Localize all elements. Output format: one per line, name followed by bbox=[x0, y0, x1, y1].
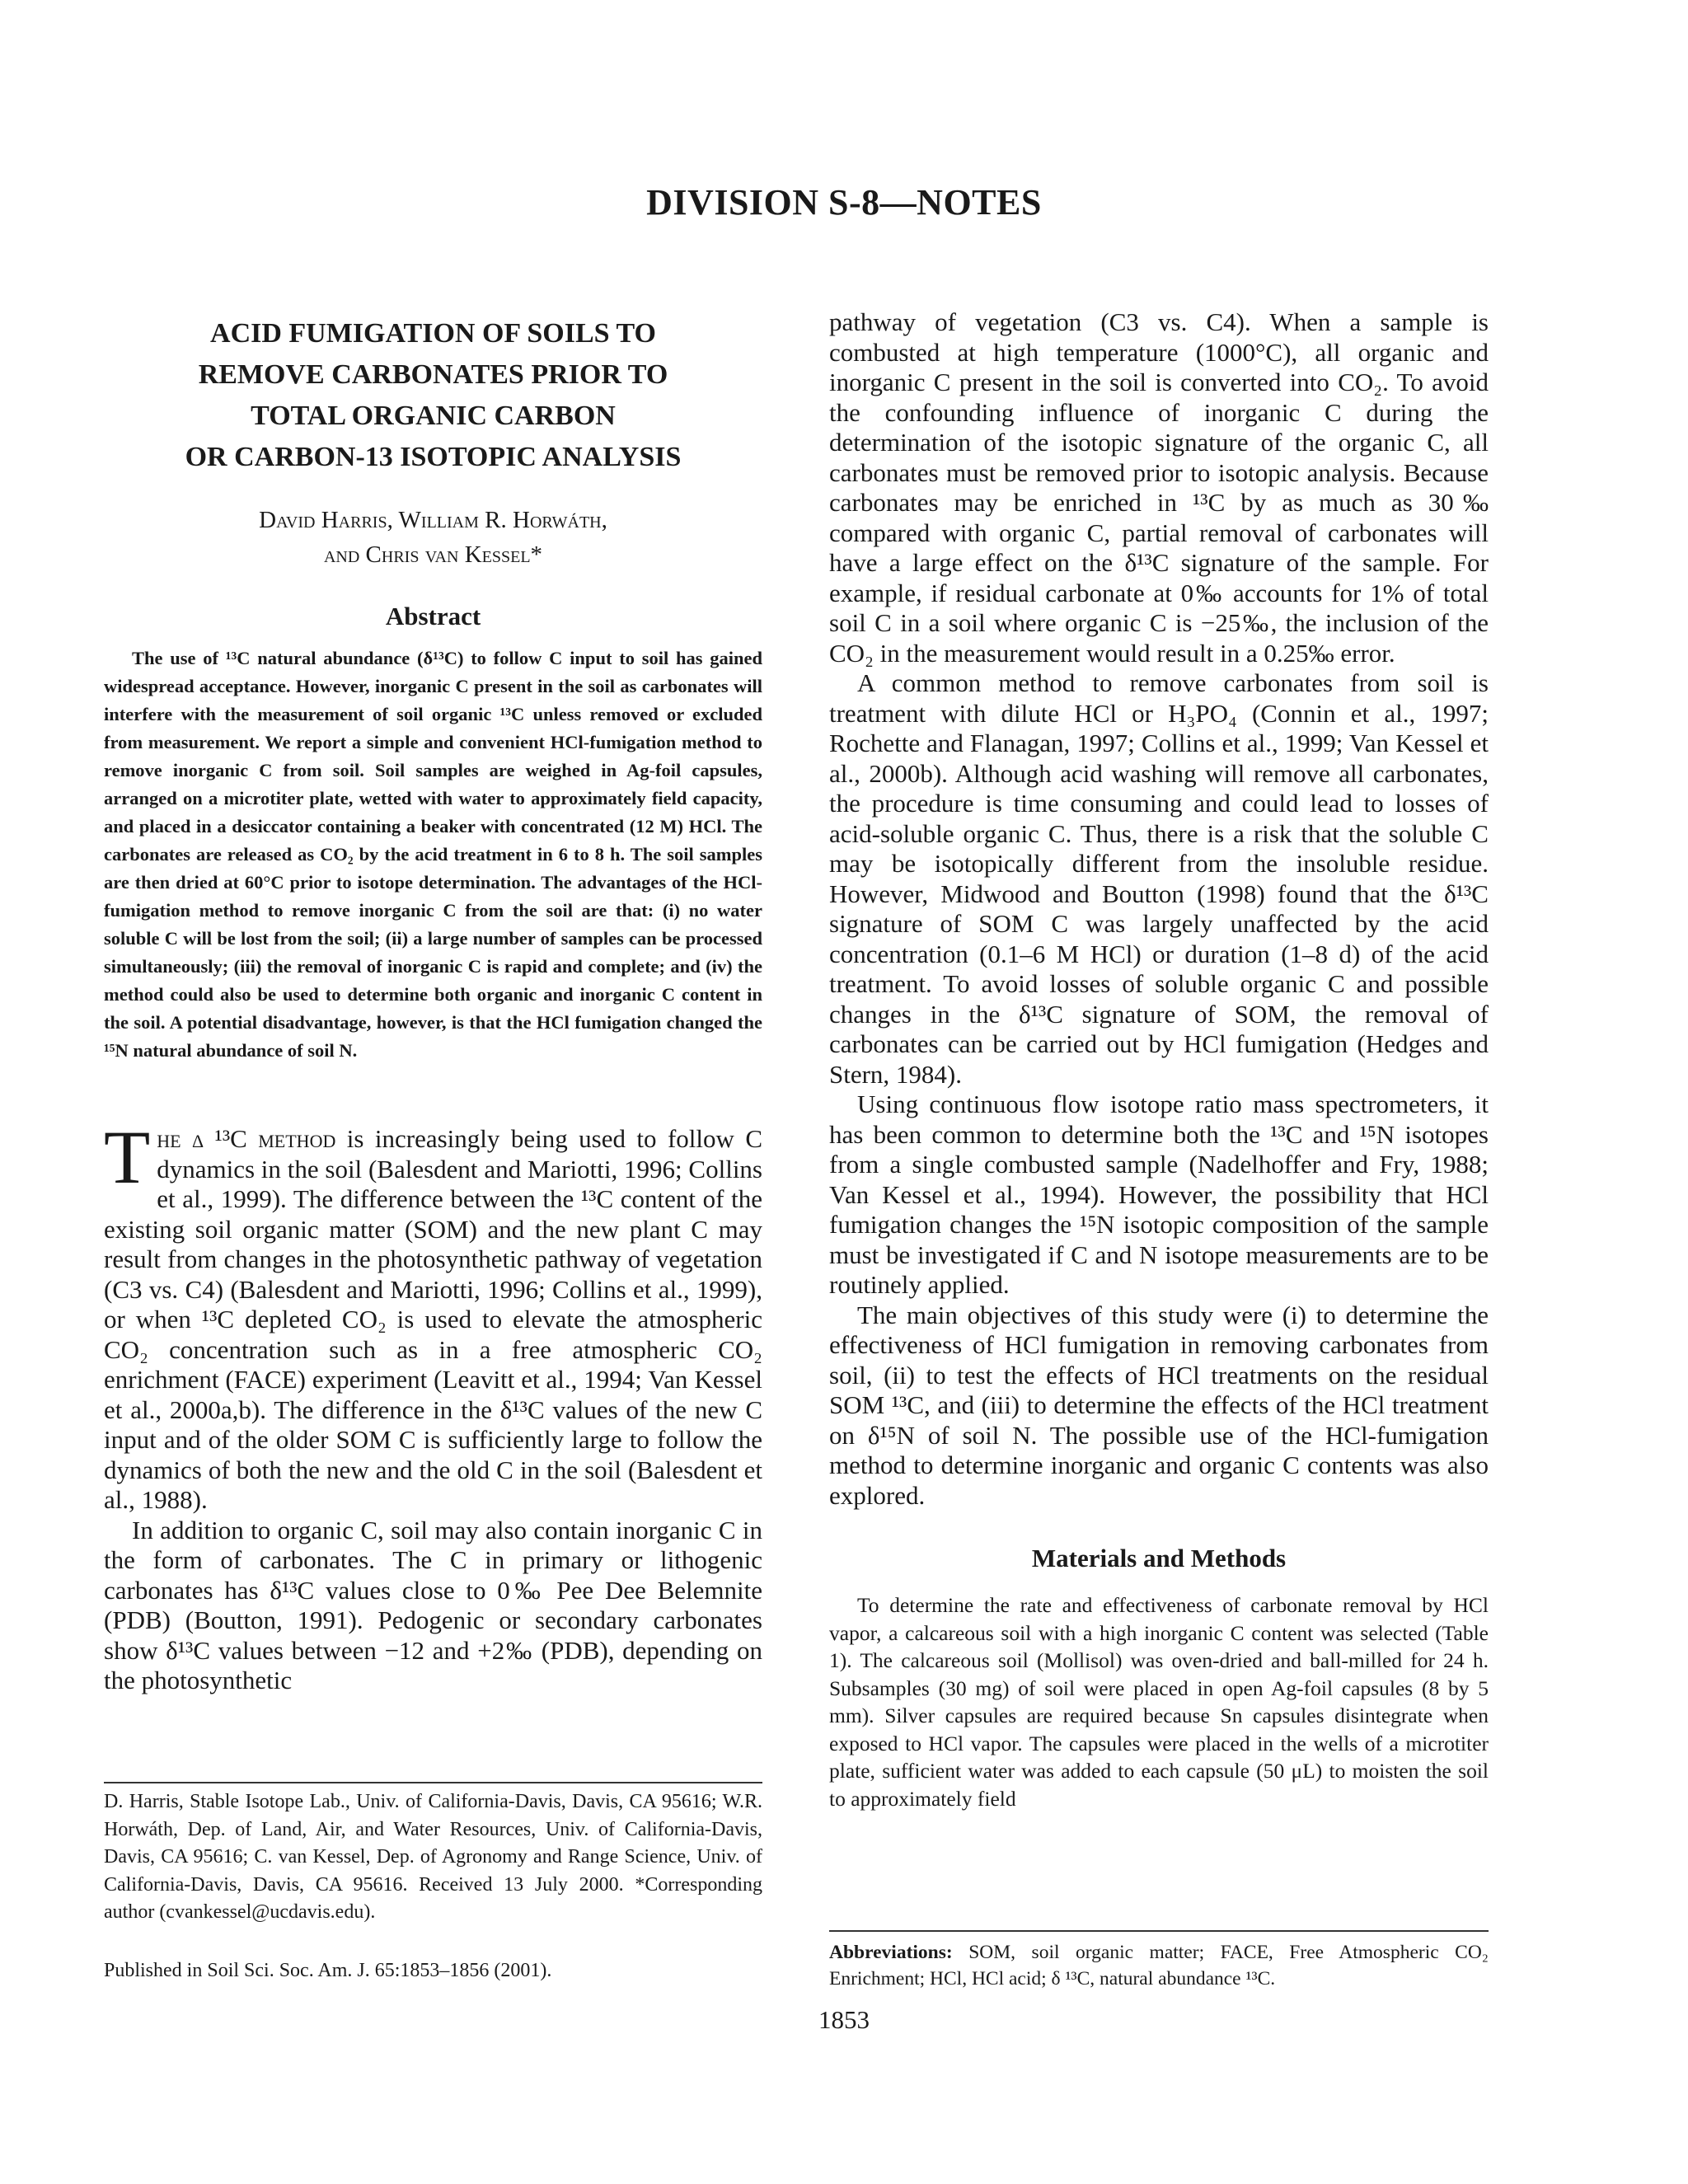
footnote-rule bbox=[829, 1930, 1489, 1932]
page-number: 1853 bbox=[818, 2005, 870, 2034]
right-column bbox=[829, 307, 1489, 1812]
article-title bbox=[104, 313, 762, 478]
abstract-heading: Abstract bbox=[385, 602, 481, 630]
authors-line: David Harris, William R. Horwáth, bbox=[259, 507, 607, 533]
title-line: TOTAL ORGANIC CARBON bbox=[251, 401, 616, 431]
abstract-text: The use of ¹³C natural abundance (δ¹³C) to follow C input to soil has gained widespread acceptance. However, inorganic C present in the soil as carbonates will interfere with the measurement of soil organic ¹³C unless removed or excluded from measurement. We report a simple and convenient HCl-fumigation method to remove inorganic C from soil. Soil samples are weighed in Ag-foil capsules, arranged on a microtiter plate, wetted with water to approximately field capacity, and placed in a desiccator containing a beaker with concentrated (12 M) HCl. The carbonates are released as CO₂ by the acid treatment in 6 to 8 h. The soil samples are then dried at 60°C prior to isotope determination. The advantages of the HCl-fumigation method to remove inorganic C from the soil are that: (i) no water soluble C will be lost from the soil; (ii) a large number of samples can be processed simultaneously; (iii) the removal of inorganic C is rapid and complete; and (iv) the method could also be used to determine both organic and inorganic C content in the soil. A potential disadvantage, however, is that the HCl fumigation changed the ¹⁵N natural abundance of soil N. bbox=[104, 648, 762, 1061]
left-column bbox=[104, 313, 762, 1696]
body-paragraph: The main objectives of this study were (i) to determine the effectiveness of HCl fumigation in removing carbonates from soil, (ii) to test the effects of HCl treatments on the residual SOM ¹³C, and (iii) to determine the effects of the HCl treatment on δ¹⁵N of soil N. The possible use of the HCl-fumigation method to determine inorganic and organic C contents was also explored. bbox=[829, 1300, 1489, 1510]
methods-paragraph: To determine the rate and effectiveness of carbonate removal by HCl vapor, a calcareous soil with a high inorganic C content was selected (Table 1). The calcareous soil (Mollisol) was oven-dried and ball-milled for 24 h. Subsamples (30 mg) of soil were placed in open Ag-foil capsules (8 by 5 mm). Silver capsules are required because Sn capsules disintegrate when exposed to HCl vapor. The capsules were placed in the wells of a microtiter plate, sufficient water was added to each capsule (50 μL) to moisten the soil to approximately field bbox=[829, 1593, 1489, 1811]
intro-lead: he δ ¹³C method bbox=[157, 1124, 336, 1153]
intro-paragraph bbox=[104, 1115, 763, 1516]
authors-line: and Chris van Kessel* bbox=[323, 541, 543, 568]
body-paragraph: In addition to organic C, soil may also contain inorganic C in the form of carbonates. The C in primary or lithogenic carbonates has δ¹³C values close to 0‰ Pee Dee Belemnite (PDB) (Boutton, 1991). Pedogenic or secondary carbonates show δ¹³C values between −12 and +2‰ (PDB), depending on the photosynthetic bbox=[104, 1515, 762, 1694]
drop-cap: T bbox=[104, 1115, 151, 1199]
body-paragraph: Using continuous flow isotope ratio mass spectrometers, it has been common to determine both the ¹³C and ¹⁵N isotopes from a single combusted sample (Nadelhoffer and Fry, 1988; Van Kessel et al., 1994). However, the possibility that HCl fumigation changes the ¹⁵N isotopic composition of the sample must be investigated if C and N isotope measurements are to be routinely applied. bbox=[829, 1090, 1489, 1299]
author-list bbox=[104, 503, 762, 572]
title-line: ACID FUMIGATION OF SOILS TO bbox=[210, 318, 656, 349]
body-paragraph: A common method to remove carbonates from soil is treatment with dilute HCl or H₃PO₄ (Connin et al., 1997; Rochette and Flanagan, 1997; Collins et al., 1999; Van Kessel et al., 2000b). Although acid washing will remove all carbonates, the procedure is time consuming and could lead to losses of acid-soluble organic C. Thus, there is a risk that the soluble C may be isotopically different from the insoluble residue. However, Midwood and Boutton (1998) found that the δ¹³C signature of SOM C was largely unaffected by the acid concentration (0.1–6 M HCl) or duration (1–8 d) of the acid treatment. To avoid losses of soluble organic C and possible changes in the δ¹³C signature of SOM, the removal of carbonates can be carried out by HCl fumigation (Hedges and Stern, 1984). bbox=[829, 668, 1489, 1089]
abbreviations-footnote bbox=[829, 1939, 1489, 1992]
division-heading: DIVISION S-8—NOTES bbox=[646, 182, 1042, 223]
publication-info: Published in Soil Sci. Soc. Am. J. 65:1853–1856 (2001). bbox=[104, 1960, 552, 1981]
affiliation-footnote: D. Harris, Stable Isotope Lab., Univ. of California-Davis, Davis, CA 95616; W.R. Horwáth, Dep. of Land, Air, and Water Resources, Univ. of California-Davis, Davis, CA 95616; C. van Kessel, Dep. of Agronomy and Range Science, Univ. of California-Davis, Davis, CA 95616. Received 13 July 2000. *Corresponding author (cvankessel@ucdavis.edu). bbox=[104, 1791, 762, 1923]
title-line: OR CARBON-13 ISOTOPIC ANALYSIS bbox=[185, 442, 682, 472]
intro-text: is increasingly being used to follow C dynamics in the soil (Balesdent and Mariotti, 1996; Collins et al., 1999). The difference between the ¹³C content of the existing soil organic matter (SOM) and the new plant C may result from changes in the photosynthetic pathway of vegetation (C3 vs. C4) (Balesdent and Mariotti, 1996; Collins et al., 1999), or when ¹³C depleted CO₂ is used to elevate the atmospheric CO₂ concentration such as in a free atmospheric CO₂ enrichment (FACE) experiment (Leavitt et al., 1994; Van Kessel et al., 2000a,b). The difference in the δ¹³C values of the new C input and of the older SOM C is sufficiently large to follow the dynamics of both the new and the old C in the soil (Balesdent et al., 1988). bbox=[104, 1124, 763, 1514]
section-heading: Materials and Methods bbox=[1031, 1544, 1287, 1572]
footnote-rule bbox=[104, 1782, 762, 1783]
body-paragraph: pathway of vegetation (C3 vs. C4). When a sample is combusted at high temperature (1000°C), all organic and inorganic C present in the soil is converted into CO₂. To avoid the confounding influence of inorganic C during the determination of the isotopic signature of the organic C, all carbonates must be removed prior to isotopic analysis. Because carbonates may be enriched in ¹³C by as much as 30‰ compared with organic C, partial removal of carbonates will have a large effect on the δ¹³C signature of the sample. For example, if residual carbonate at 0‰ accounts for 1% of total soil C in a soil where organic C is −25‰, the inclusion of the CO₂ in the measurement would result in a 0.25‰ error. bbox=[829, 307, 1489, 668]
abbreviations-label: Abbreviations: bbox=[829, 1942, 953, 1963]
abbreviations-text: SOM, soil organic matter; FACE, Free Atmospheric CO₂ Enrichment; HCl, HCl acid; δ ¹³C, natural abundance ¹³C. bbox=[829, 1942, 1489, 1990]
title-line: REMOVE CARBONATES PRIOR TO bbox=[198, 359, 668, 390]
